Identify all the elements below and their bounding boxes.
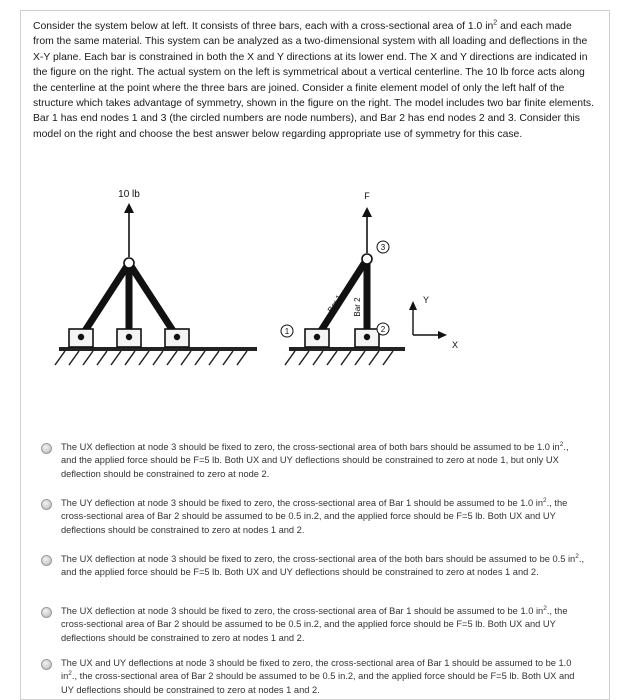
xy-axes	[409, 295, 458, 350]
left-supports	[69, 329, 189, 347]
node-2-label: 2	[380, 325, 386, 334]
axis-y-label: Y	[423, 295, 430, 305]
question-panel	[20, 10, 610, 700]
answer-option-1-text: The UX deflection at node 3 should be fixed to zero, the cross-sectional area of both bars should be assumed to be 1.0 $in^2$., and the applied force should be F=5 lb. Both UX and UY deflections should be constrained to zero at node 1, but only UX deflection should be constrained to zero at node 2.	[61, 440, 569, 479]
left-load-arrow	[124, 203, 134, 257]
answer-option-5-text: The UX and UY deflections at node 3 should be fixed to zero, the cross-sectional area of Bar 1 should be assumed to be 1.0 $in^2$., the cross-sectional area of Bar 2 should be assumed to be 0.5 in.2, and the applied force should be F=5 lb. Both UX and UY deflections should be constrained to zero at nodes 1 and 2.	[61, 658, 575, 695]
left-ground	[55, 347, 257, 365]
question-text	[33, 19, 595, 142]
left-system-diagram	[55, 189, 257, 365]
bar1-label: Bar 1	[325, 293, 344, 315]
radio-button-5[interactable]	[41, 659, 52, 670]
question-superscript: 2	[493, 19, 498, 27]
structure-figure	[21, 181, 611, 411]
radio-button-2[interactable]	[41, 499, 52, 510]
node-1-label: 1	[284, 327, 290, 336]
right-ground	[285, 347, 405, 365]
question-text-part2: and each made from the same material. This system can be analyzed as a two-dimensional system with all loading and deflections in the X-Y plane. Each bar is constrained in both the X and Y directions at its lower end. The X and Y directions are indicated in the figure on the right. The actual system on the left is symmetrical about a vertical centerline. The 10 lb force acts along the centerline at the point where the three bars are joined. Consider a finite element model of only the left half of the structure which takes advantage of symmetry, shown in the figure on the right. The model includes two bar finite elements. Bar 1 has end nodes 1 and 3 (the circled numbers are node numbers), and Bar 2 has end nodes 2 and 3. Consider this model on the right and choose the best answer below regarding appropriate use of symmetry for this case.	[33, 21, 594, 140]
answer-option-4-text: The UX deflection at node 3 should be fixed to zero, the cross-sectional area of Bar 1 should be assumed to be 1.0 $in^2$., the cross-sectional area of Bar 2 should be assumed to be 0.5 in.2, and the applied force should be F=5 lb. Both UX and UY deflections should be constrained to zero at nodes 1 and 2.	[61, 604, 568, 643]
radio-button-4[interactable]	[41, 607, 52, 618]
axis-x-label: X	[452, 340, 459, 350]
right-model-diagram	[281, 191, 405, 365]
node-1-marker	[281, 325, 293, 337]
radio-button-1[interactable]	[41, 443, 52, 454]
node-3-label: 3	[380, 243, 386, 252]
right-load-label: F	[364, 191, 370, 201]
left-joint-pin	[124, 258, 134, 268]
node-3-marker	[377, 241, 389, 253]
right-supports	[305, 329, 379, 347]
question-text-part1: Consider the system below at left. It consists of three bars, each with a cross-sectional area of 1.0 in	[33, 21, 494, 32]
answer-option-3-text: The UX deflection at node 3 should be fixed to zero, the cross-sectional area of the both bars should be assumed to be 0.5 $in^2$., and the applied force should be F=5 lb. Both UX and UY deflections should be constrained to zero at nodes 1 and 2.	[61, 552, 585, 578]
right-joint-pin	[362, 254, 372, 264]
left-load-label: 10 lb	[118, 189, 140, 200]
left-bars	[81, 263, 177, 337]
right-load-arrow	[362, 207, 372, 253]
radio-button-3[interactable]	[41, 555, 52, 566]
bar2-label: Bar 2	[353, 297, 362, 317]
answer-option-2-text: The UY deflection at node 3 should be fixed to zero, the cross-sectional area of Bar 1 should be assumed to be 1.0 $in^2$., the cross-sectional area of Bar 2 should be assumed to be 0.5 in.2, and the applied force should be F=5 lb. Both UX and UY deflections should be constrained to zero at nodes 1 and 2.	[61, 496, 568, 535]
node-2-marker	[377, 323, 389, 335]
